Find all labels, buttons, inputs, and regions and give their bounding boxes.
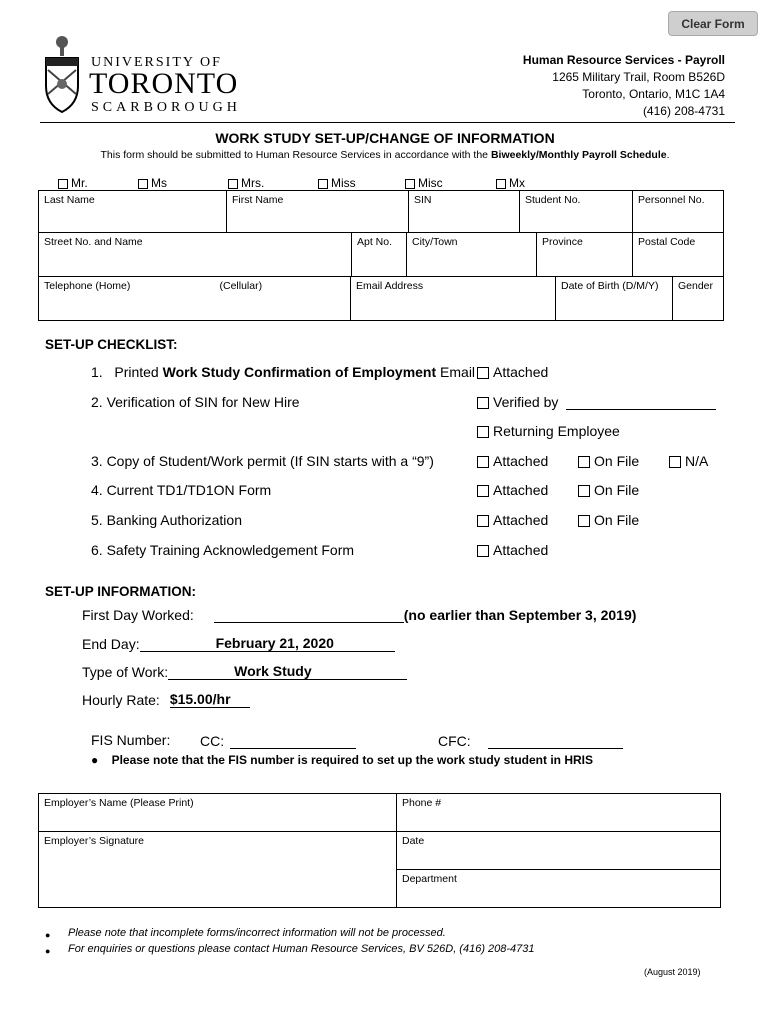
checkbox[interactable] — [477, 426, 489, 438]
item5-onfile[interactable] — [578, 512, 639, 528]
checkbox[interactable] — [669, 456, 681, 468]
item1-post: Email — [436, 364, 476, 380]
bullet-icon: ● — [45, 930, 51, 940]
first-name-field[interactable]: First Name — [227, 191, 409, 233]
bullet-icon: ● — [45, 946, 51, 956]
title-mrs[interactable] — [228, 176, 264, 190]
footer-date: (August 2019) — [644, 967, 701, 977]
item3-onfile[interactable] — [578, 453, 639, 469]
checkbox[interactable] — [477, 545, 489, 557]
hr-dept: Human Resource Services - Payroll — [522, 53, 725, 67]
checklist-item-5: 5. Banking Authorization — [91, 512, 242, 528]
email-field[interactable]: Email Address — [351, 277, 556, 321]
cellular-field[interactable]: (Cellular) — [215, 277, 351, 321]
logo-university-of: UNIVERSITY OF — [91, 55, 222, 70]
checkbox[interactable] — [477, 397, 489, 409]
checkbox[interactable] — [318, 179, 328, 189]
cc-row — [200, 732, 356, 749]
checkbox[interactable] — [578, 485, 590, 497]
type-row — [82, 663, 407, 680]
attached-label: Attached — [493, 453, 549, 469]
type-input[interactable]: Work Study — [168, 663, 407, 680]
hr-phone: (416) 208-4731 — [642, 104, 725, 118]
item6-attached[interactable] — [477, 542, 548, 558]
item1-pre: Printed — [114, 364, 163, 380]
address-grid — [38, 232, 724, 277]
title-miss[interactable] — [318, 176, 356, 190]
item1-num: 1. — [91, 364, 103, 380]
bullet-icon: ● — [91, 753, 99, 767]
student-no-field[interactable]: Student No. — [520, 191, 633, 233]
title-label: Miss — [331, 176, 356, 190]
na-label: N/A — [685, 453, 709, 469]
title-mr[interactable] — [58, 176, 88, 190]
personnel-no-field[interactable]: Personnel No. — [633, 191, 724, 233]
employer-signature-field[interactable]: Employer’s Signature — [39, 832, 397, 908]
employer-name-field[interactable]: Employer’s Name (Please Print) — [39, 794, 397, 832]
checkbox[interactable] — [578, 456, 590, 468]
attached-label: Attached — [493, 512, 549, 528]
item3-na[interactable] — [669, 453, 708, 469]
checkbox[interactable] — [496, 179, 506, 189]
verified-label: Verified by — [493, 394, 559, 410]
returning-label: Returning Employee — [493, 423, 620, 439]
street-field[interactable]: Street No. and Name — [39, 233, 352, 277]
title-label: Mr. — [71, 176, 88, 190]
rate-row — [82, 691, 250, 708]
checklist-item-3: 3. Copy of Student/Work permit (If SIN starts with a “9”) — [91, 453, 434, 469]
fis-label: FIS Number: — [91, 732, 171, 748]
attached-label: Attached — [493, 364, 549, 380]
gender-field[interactable]: Gender — [673, 277, 724, 321]
postal-field[interactable]: Postal Code — [633, 233, 724, 277]
first-day-label: First Day Worked: — [82, 607, 194, 623]
end-day-label: End Day: — [82, 636, 140, 652]
checkbox[interactable] — [228, 179, 238, 189]
onfile-label: On File — [594, 482, 640, 498]
hr-addr2: Toronto, Ontario, M1C 1A4 — [582, 87, 725, 101]
title-label: Mrs. — [241, 176, 265, 190]
checkbox[interactable] — [477, 515, 489, 527]
checklist-heading: SET-UP CHECKLIST: — [45, 337, 178, 352]
end-day-input[interactable]: February 21, 2020 — [140, 635, 395, 652]
dob-field[interactable]: Date of Birth (D/M/Y) — [556, 277, 673, 321]
checkbox[interactable] — [578, 515, 590, 527]
title-label: Mx — [509, 176, 525, 190]
attached-label: Attached — [493, 542, 549, 558]
item3-attached[interactable] — [477, 453, 548, 469]
title-mx[interactable] — [496, 176, 525, 190]
form-subtitle — [0, 149, 770, 161]
checkbox[interactable] — [477, 367, 489, 379]
checklist-item-4: 4. Current TD1/TD1ON Form — [91, 482, 272, 498]
title-misc[interactable] — [405, 176, 443, 190]
logo-scarborough: SCARBOROUGH — [91, 100, 241, 115]
footer-note-2: For enquiries or questions please contact Human Resource Services, BV 526D, (416) 208-4731 — [68, 943, 535, 955]
item2-verified[interactable] — [477, 394, 716, 410]
employer-grid — [38, 793, 721, 908]
checkbox[interactable] — [58, 179, 68, 189]
checkbox[interactable] — [477, 485, 489, 497]
clear-form-button[interactable]: Clear Form — [668, 11, 758, 36]
item1-attached[interactable] — [477, 364, 548, 380]
item4-onfile[interactable] — [578, 482, 639, 498]
employer-phone-field[interactable]: Phone # — [397, 794, 721, 832]
onfile-label: On File — [594, 453, 640, 469]
fis-note — [91, 753, 593, 767]
form-title: WORK STUDY SET-UP/CHANGE OF INFORMATION — [215, 130, 555, 146]
city-field[interactable]: City/Town — [407, 233, 537, 277]
cc-label: CC: — [200, 733, 225, 749]
checkbox[interactable] — [405, 179, 415, 189]
title-label: Misc — [418, 176, 443, 190]
province-field[interactable]: Province — [537, 233, 633, 277]
title-label: Ms — [151, 176, 167, 190]
checkbox[interactable] — [477, 456, 489, 468]
apt-field[interactable]: Apt No. — [352, 233, 407, 277]
onfile-label: On File — [594, 512, 640, 528]
hr-address-block — [523, 52, 725, 120]
item1-bold: Work Study Confirmation of Employment — [162, 364, 437, 380]
rate-input[interactable]: $15.00/hr — [170, 691, 250, 708]
cfc-label: CFC: — [438, 733, 471, 749]
logo-toronto: TORONTO — [89, 67, 239, 100]
subtitle-pre: This form should be submitted to Human Resource Services in accordance with the — [100, 149, 491, 161]
header-rule — [40, 122, 735, 123]
rate-label: Hourly Rate: — [82, 692, 160, 708]
end-day-row — [82, 635, 395, 652]
item2-returning[interactable] — [477, 423, 620, 439]
verified-by-line[interactable] — [566, 409, 716, 410]
hr-addr1: 1265 Military Trail, Room B526D — [552, 70, 725, 84]
footer-note-1: Please note that incomplete forms/incorrect information will not be processed. — [68, 927, 446, 939]
subtitle-bold: Biweekly/Monthly Payroll Schedule — [490, 149, 667, 161]
checkbox[interactable] — [138, 179, 148, 189]
fis-note-text: Please note that the FIS number is required to set up the work study student in HRIS — [111, 753, 593, 767]
attached-label: Attached — [493, 482, 549, 498]
checklist-item-2: 2. Verification of SIN for New Hire — [91, 394, 300, 410]
type-label: Type of Work: — [82, 664, 169, 680]
checklist-item-6: 6. Safety Training Acknowledgement Form — [91, 542, 355, 558]
employer-department-field[interactable]: Department — [397, 870, 721, 908]
setup-heading: SET-UP INFORMATION: — [45, 584, 196, 599]
personal-info-grid — [38, 190, 724, 233]
cfc-input[interactable] — [488, 732, 623, 749]
cfc-row — [438, 732, 623, 749]
title-ms[interactable] — [138, 176, 167, 190]
item5-attached[interactable] — [477, 512, 548, 528]
item4-attached[interactable] — [477, 482, 548, 498]
employer-date-field[interactable]: Date — [397, 832, 721, 870]
first-day-row — [82, 606, 636, 623]
first-day-note: (no earlier than September 3, 2019) — [403, 607, 637, 623]
checklist-item-1 — [91, 364, 475, 380]
first-day-input[interactable] — [214, 606, 404, 623]
telephone-field[interactable]: Telephone (Home) — [39, 277, 215, 321]
crest-logo — [40, 34, 86, 116]
cc-input[interactable] — [230, 732, 356, 749]
subtitle-post: . — [666, 149, 670, 161]
sin-field[interactable]: SIN — [409, 191, 520, 233]
last-name-field[interactable]: Last Name — [39, 191, 227, 233]
contact-grid — [38, 276, 724, 321]
